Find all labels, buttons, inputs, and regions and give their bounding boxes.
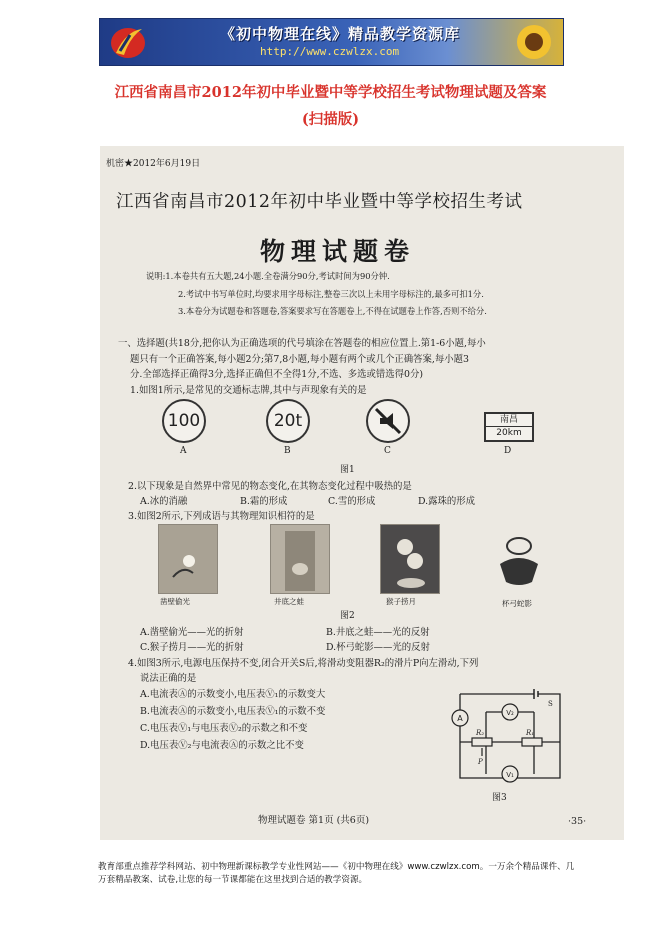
q3-option-d: D.杯弓蛇影——光的反射	[326, 642, 430, 653]
no-horn-icon	[371, 404, 405, 438]
q1-label-c: C	[384, 446, 391, 456]
q1-label-b: B	[284, 446, 291, 456]
scan-page-number: ·35·	[568, 816, 587, 827]
section1-line-2: 题只有一个正确答案,每小题2分;第7,8小题,每小题有两个或几个正确答案,每小题3	[130, 354, 469, 365]
distance-sign-km: 20km	[496, 428, 522, 438]
caption-wall-light: 凿壁偷光	[160, 597, 190, 606]
circuit-diagram	[438, 682, 568, 786]
q4-option-b: B.电流表Ⓐ的示数变小,电压表Ⓥ₁的示数不变	[140, 706, 326, 717]
circuit-r2-label: R₂	[476, 729, 485, 737]
distance-sign-city: 南昌	[486, 414, 532, 427]
caption-cup-bow: 杯弓蛇影	[502, 599, 532, 608]
illustration-monkey-moon	[380, 524, 440, 594]
note-line-3: 3.本卷分为试题卷和答题卷,答案要求写在答题卷上,不得在试题卷上作答,否则不给分.	[178, 306, 487, 316]
confidential-mark: 机密★2012年6月19日	[106, 159, 201, 169]
circuit-r1-label: R₁	[526, 729, 535, 737]
site-banner	[99, 18, 564, 66]
wall-light-icon	[159, 525, 217, 593]
illustration-cup-bow	[490, 524, 548, 592]
q3-option-b: B.井底之蛙——光的反射	[326, 627, 430, 638]
section1-line-3: 分.全部选择正确得3分,选择正确但不全得1分,不选、多选或错选得0分)	[130, 369, 423, 380]
figure-2-caption: 图2	[340, 611, 355, 621]
sunflower-icon	[509, 21, 559, 63]
figure-3-caption: 图3	[492, 793, 507, 803]
note-line-1: 说明:1.本卷共有五大题,24小题.全卷满分90分,考试时间为90分钟.	[146, 271, 390, 281]
circuit-ammeter-label: A	[457, 714, 463, 723]
no-horn-sign	[366, 399, 410, 443]
q1-label-a: A	[180, 446, 187, 456]
distance-sign	[484, 412, 534, 442]
circuit-v2-label: V₂	[506, 709, 514, 717]
q1-label-d: D	[504, 446, 512, 456]
paper-title: 物理试题卷	[260, 237, 416, 266]
circuit-s-label: S	[548, 700, 553, 708]
q2-option-c: C.雪的形成	[328, 496, 376, 507]
monkey-moon-icon	[381, 525, 439, 593]
q2-option-b: B.霜的形成	[240, 496, 288, 507]
document-subtitle: (扫描版)	[301, 111, 360, 128]
note-line-2: 2.考试中书写单位时,均要求用字母标注,整卷三次以上未用字母标注的,最多可扣1分.	[178, 289, 484, 299]
illustration-wall-light	[158, 524, 218, 594]
caption-well-frog: 井底之蛙	[274, 597, 304, 606]
weight-limit-sign	[266, 399, 310, 443]
speed-limit-value: 100	[167, 411, 201, 431]
circuit-v1-label: V₁	[506, 771, 514, 779]
document-title: 江西省南昌市2012年初中毕业暨中等学校招生考试物理试题及答案	[114, 84, 547, 101]
q3-option-c: C.猴子捞月——光的折射	[140, 642, 244, 653]
site-logo-icon	[108, 23, 148, 61]
well-frog-icon	[271, 525, 329, 593]
q4-option-a: A.电流表Ⓐ的示数变小,电压表Ⓥ₁的示数变大	[140, 689, 326, 700]
exam-title: 江西省南昌市2012年初中毕业暨中等学校招生考试	[116, 192, 523, 212]
question-3: 3.如图2所示,下列成语与其物理知识相符的是	[128, 511, 315, 522]
banner-title: 《初中物理在线》精品教学资源库	[220, 25, 461, 43]
q2-option-a: A.冰的消融	[140, 496, 188, 507]
section1-line-1: 一、选择题(共18分,把你认为正确选项的代号填涂在答题卷的相应位置上.第1-6小题,每小	[118, 338, 486, 349]
illustration-well-frog	[270, 524, 330, 594]
site-footer-text: 教育部重点推荐学科网站、初中物理新课标教学专业性网站——《初中物理在线》www.czwlzx.com。一万余个精品课件、几万套精品教案、试卷,让您的每一节课都能在这里找到合适的教学资源。	[98, 862, 575, 885]
q2-option-d: D.露珠的形成	[418, 496, 476, 507]
question-4-line-2: 说法正确的是	[140, 673, 197, 684]
weight-limit-value: 20t	[273, 411, 303, 431]
circuit-p-label: P	[478, 758, 483, 766]
caption-monkey-moon: 猴子捞月	[386, 597, 416, 606]
q4-option-d: D.电压表Ⓥ₂与电流表Ⓐ的示数之比不变	[140, 740, 304, 751]
banner-url: http://www.czwlzx.com	[260, 45, 400, 58]
q4-option-c: C.电压表Ⓥ₁与电压表Ⓥ₂的示数之和不变	[140, 723, 308, 734]
speed-limit-sign	[162, 399, 206, 443]
q3-option-a: A.凿壁偷光——光的折射	[140, 627, 244, 638]
question-1: 1.如图1所示,是常见的交通标志牌,其中与声现象有关的是	[130, 385, 367, 396]
question-4-line-1: 4.如图3所示,电源电压保持不变,闭合开关S后,将滑动变阻器R₂的滑片P向左滑动,下列	[128, 658, 479, 669]
cup-bow-icon	[490, 524, 548, 592]
scan-page-footer: 物理试题卷 第1页 (共6页)	[258, 815, 370, 826]
figure-1-caption: 图1	[340, 465, 355, 475]
question-2: 2.以下现象是自然界中常见的物态变化,在其物态变化过程中吸热的是	[128, 481, 412, 492]
scanned-exam-page	[100, 146, 624, 840]
